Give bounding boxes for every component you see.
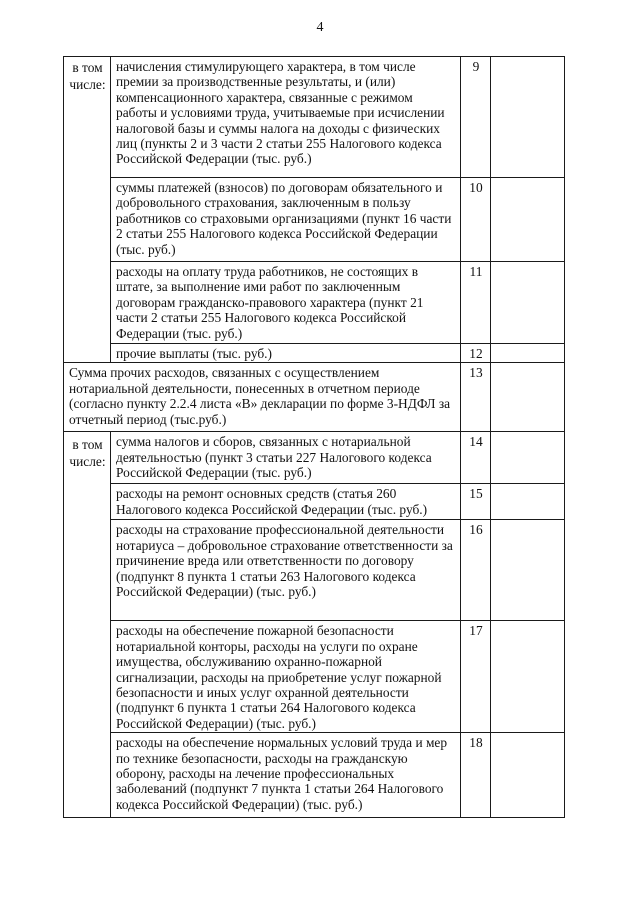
value-cell[interactable]: [491, 733, 565, 818]
table-row: [64, 621, 565, 733]
page-number: 4: [316, 20, 324, 35]
row-number: 9: [461, 57, 491, 178]
row-text: расходы на обеспечение пожарной безопасности нотариальной конторы, расходы на услуги по охране имущества, обслуживанию охранно-пожарной сигнализации, расходы на приобретение услуг пожарной безопасности и иных услуг охранной деятельности (подпункт 6 пункта 1 статьи 264 Налогового кодекса Российской Федерации) (тыс. руб.): [111, 621, 461, 733]
value-cell[interactable]: [491, 262, 565, 344]
row-text: прочие выплаты (тыс. руб.): [111, 344, 461, 363]
value-cell[interactable]: [491, 520, 565, 621]
row-text: суммы платежей (взносов) по договорам обязательного и добровольного страхования, заключенным в пользу работников со страховыми организациями (пункт 16 части 2 статьи 255 Налогового кодекса Российской Федерации (тыс. руб.): [111, 178, 461, 262]
table-row: [64, 733, 565, 818]
row-number: 16: [461, 520, 491, 621]
row-number: 12: [461, 344, 491, 363]
value-cell[interactable]: [491, 363, 565, 432]
row-number: 11: [461, 262, 491, 344]
group-label: в том числе:: [69, 437, 106, 470]
row-text: расходы на ремонт основных средств (статья 260 Налогового кодекса Российской Федерации (тыс. руб.): [111, 484, 461, 520]
value-cell[interactable]: [491, 621, 565, 733]
table-row: [64, 178, 565, 262]
table-row: [64, 432, 565, 484]
value-cell[interactable]: [491, 57, 565, 178]
value-cell[interactable]: [491, 178, 565, 262]
row-text: Сумма прочих расходов, связанных с осуществлением нотариальной деятельности, понесенных в отчетном периоде (согласно пункту 2.2.4 листа «В» декларации по форме 3-НДФЛ за отчетный период (тыс.руб.): [64, 363, 461, 432]
row-number: 10: [461, 178, 491, 262]
table-row: [64, 520, 565, 621]
value-cell[interactable]: [491, 484, 565, 520]
row-text: сумма налогов и сборов, связанных с нотариальной деятельностью (пункт 3 статьи 227 Налогового кодекса Российской Федерации (тыс. руб.): [111, 432, 461, 484]
row-number: 13: [461, 363, 491, 432]
row-text: расходы на страхование профессиональной деятельности нотариуса – добровольное страхование ответственности за причинение вреда или ответственности по договору (подпункт 8 пункта 1 статьи 263 Налогового кодекса Российской Федерации) (тыс. руб.): [111, 520, 461, 621]
row-text: начисления стимулирующего характера, в том числе премии за производственные результаты, и (или) компенсационного характера, связанные с режимом работы и условиями труда, учитываемые при исчислении налоговой базы и суммы налога на доходы с физических лиц (пункты 2 и 3 части 2 статьи 255 Налогового кодекса Российской Федерации (тыс. руб.): [111, 57, 461, 178]
row-text: расходы на оплату труда работников, не состоящих в штате, за выполнение ими работ по заключенным договорам гражданско-правового характера (пункт 21 части 2 статьи 255 Налогового кодекса Российской Федерации (тыс. руб.): [111, 262, 461, 344]
table-row: [64, 57, 565, 178]
row-number: 15: [461, 484, 491, 520]
value-cell[interactable]: [491, 432, 565, 484]
row-number: 14: [461, 432, 491, 484]
table-row: [64, 344, 565, 363]
table-row: [64, 484, 565, 520]
table-row: [64, 262, 565, 344]
group-label: в том числе:: [69, 60, 106, 92]
group-label-cell: [64, 57, 111, 363]
row-text: расходы на обеспечение нормальных условий труда и мер по технике безопасности, расходы на гражданскую оборону, расходы на лечение профессиональных заболеваний (подпункт 7 пункта 1 статьи 264 Налогового кодекса Российской Федерации) (тыс. руб.): [111, 733, 461, 818]
row-number: 18: [461, 733, 491, 818]
table-row: [64, 363, 565, 432]
value-cell[interactable]: [491, 344, 565, 363]
group-label-cell: [64, 432, 111, 818]
row-number: 17: [461, 621, 491, 733]
report-table: [63, 56, 565, 818]
